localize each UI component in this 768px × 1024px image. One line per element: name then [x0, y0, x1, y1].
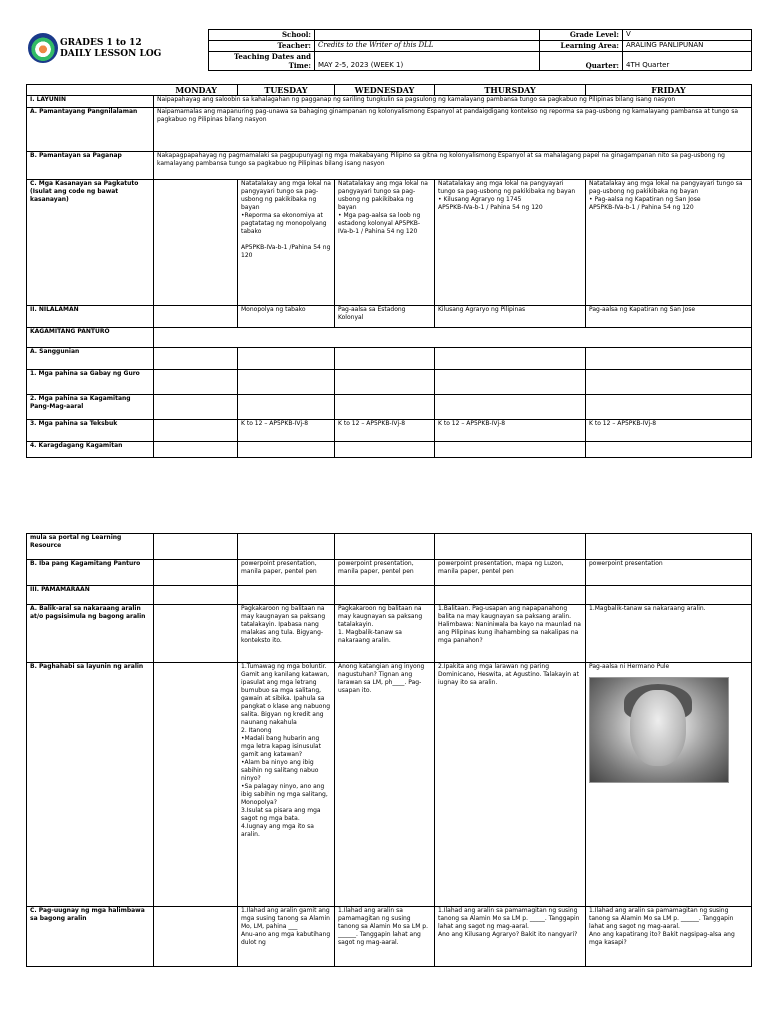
cell-text: K to 12 – AP5PKB-IVj-8: [589, 420, 657, 427]
lesson-table-part1: [26, 84, 752, 458]
table-cell: [335, 560, 435, 586]
cell-text: Anong katangian ang inyong nagustuhan? Tignan ang larawan sa LM, ph____. Pag-usapan ito.: [338, 663, 425, 694]
grade-value: V: [623, 30, 752, 41]
hermano-pule-portrait-image: [589, 677, 729, 783]
table-cell: [435, 180, 586, 306]
table-row: [27, 108, 752, 152]
logo-line2: DAILY LESSON LOG: [60, 49, 162, 59]
table-row: [27, 663, 752, 907]
table-row: [27, 180, 752, 306]
table-row: [27, 96, 752, 108]
row-span-cell: [154, 328, 752, 348]
day-header-friday: FRIDAY: [586, 85, 752, 96]
cell-text: powerpoint presentation, mapa ng Luzon, manila paper, pentel pen: [438, 560, 564, 575]
row-span-cell: Nakapagpapahayag ng pagmamalaki sa pagpupunyagi ng mga makabayang Pilipino sa gitna ng kolonyalismong Espanyol at sa mahalagang papel na ginagampanan nito sa pag-usbong ng kamalayang pambansa tungo sa pagkabuo ng Pilipinas bilang isang nasyon: [154, 152, 752, 180]
table-cell: [586, 306, 752, 328]
cell-text: Natatalakay ang mga lokal na pangyayari tungo sa pag-usbong ng pakikibaka ng bayan • Mga pag-aalsa sa loob ng estadong kolonyal AP5PKB-IVa-b-1 / Pahina 54 ng 120: [338, 180, 428, 235]
table-cell: [238, 395, 335, 420]
row-label: 2. Mga pahina sa Kagamitang Pang-Mag-aaral: [27, 395, 154, 420]
cell-text: powerpoint presentation: [589, 560, 663, 567]
table-row: [27, 370, 752, 395]
day-header-wednesday: WEDNESDAY: [335, 85, 435, 96]
table-cell: [154, 560, 238, 586]
table-cell: [238, 605, 335, 663]
row-label: III. PAMAMARAAN: [27, 586, 154, 605]
row-span-cell: Naipamamalas ang mapanuring pag-unawa sa bahaging ginampanan ng kolonyalismong Espanyol at pandaigdigang kontekso ng reporma sa pag-usbong ng kamalayang pambansa at tungo sa pagkabuo ng Pilipinas bilang nasyon: [154, 108, 752, 152]
table-cell: [154, 442, 238, 458]
table-cell: [335, 605, 435, 663]
deped-seal-icon: [28, 33, 58, 63]
cell-text: Pag-aalsa sa Estadong Kolonyal: [338, 306, 406, 321]
cell-text: K to 12 – AP5PKB-IVj-8: [438, 420, 506, 427]
cell-text: Pag-aalsa ni Hermano Pule: [589, 663, 670, 670]
row-label: KAGAMITANG PANTURO: [27, 328, 154, 348]
table-cell: [154, 534, 238, 560]
row-span-cell: Naipapahayag ang saloobin sa kahalagahan ng pagganap ng sariling tungkulin sa pagsulong ng kamalayang pambansa tungo sa pagkabuo ng Pilipinas bilang isang nasyon: [154, 96, 752, 108]
cell-text: Kilusang Agraryo ng Pilipinas: [438, 306, 526, 313]
cell-text: Pagkakaroon ng balitaan na may kaugnayan sa paksang tatalakayin. 1. Magbalik-tanaw sa nakaraang aralin.: [338, 605, 423, 644]
cell-text: Pagkakaroon ng balitaan na may kaugnayan sa paksang tatalakayin. Ipabasa nang malakas ang tula. Bigyang-konteksto ito.: [241, 605, 326, 644]
row-label: 3. Mga pahina sa Teksbuk: [27, 420, 154, 442]
school-value: [315, 30, 540, 41]
table-row: [27, 586, 752, 605]
table-cell: [154, 907, 238, 967]
table-cell: [335, 442, 435, 458]
dates-label: [209, 52, 315, 71]
dates-label-line2: Time:: [288, 61, 311, 70]
area-label: Learning Area:: [540, 41, 623, 52]
table-cell: [435, 586, 586, 605]
row-label: I. LAYUNIN: [27, 96, 154, 108]
day-header-tuesday: TUESDAY: [238, 85, 335, 96]
cell-text: 2.Ipakita ang mga larawan ng paring Dominicano, Heswita, at Agustino. Talakayin at iugnay ito sa aralin.: [438, 663, 579, 686]
row-label: 4. Karagdagang Kagamitan: [27, 442, 154, 458]
table-row: [27, 395, 752, 420]
table-cell: [238, 180, 335, 306]
table-row: [27, 560, 752, 586]
row-label: II. NILALAMAN: [27, 306, 154, 328]
area-value: ARALING PANLIPUNAN: [623, 41, 752, 52]
cell-text: 1.Ilahad ang aralin gamit ang mga susing tanong sa Alamin Mo, LM, pahina ___ Anu-ano ang mga kabutihang dulot ng: [241, 907, 331, 946]
table-cell: [335, 663, 435, 907]
table-cell: [335, 534, 435, 560]
logo-line1: GRADES 1 to 12: [60, 38, 142, 48]
day-header-row: [27, 85, 752, 96]
table-cell: [435, 395, 586, 420]
table-cell: [154, 348, 238, 370]
table-cell: [238, 420, 335, 442]
table-cell: [586, 370, 752, 395]
cell-text: 1.Magbalik-tanaw sa nakaraang aralin.: [589, 605, 706, 612]
table-cell: [335, 370, 435, 395]
row-label: B. Iba pang Kagamitang Panturo: [27, 560, 154, 586]
table-cell: [586, 534, 752, 560]
table-cell: [586, 907, 752, 967]
table-row: [27, 306, 752, 328]
row-label: mula sa portal ng Learning Resource: [27, 534, 154, 560]
quarter-value: 4TH Quarter: [623, 52, 752, 71]
cell-text: Natatalakay ang mga lokal na pangyayari tungo sa pag-usbong ng pakikibaka ng bayan •Reporma sa ekonomiya at pagtatatag ng monopolyang tabako AP5PKB-IVa-b-1 /Pahina 54 ng 120: [241, 180, 331, 259]
table-cell: [435, 534, 586, 560]
header-info-table: [208, 29, 752, 71]
table-cell: [238, 370, 335, 395]
table-cell: [586, 420, 752, 442]
table-cell: [586, 395, 752, 420]
table-cell: [335, 306, 435, 328]
table-row: [27, 534, 752, 560]
dates-label-line1: Teaching Dates and: [233, 52, 311, 61]
table-cell: [154, 395, 238, 420]
table-cell: [154, 180, 238, 306]
table-cell: [238, 306, 335, 328]
table-row: [27, 348, 752, 370]
row-label: C. Pag-uugnay ng mga halimbawa sa bagong aralin: [27, 907, 154, 967]
table-cell: [586, 605, 752, 663]
table-cell: [238, 560, 335, 586]
row-label: C. Mga Kasanayan sa Pagkatuto (Isulat ang code ng bawat kasanayan): [27, 180, 154, 306]
table-cell: [335, 907, 435, 967]
table-row: [27, 152, 752, 180]
table-cell: [154, 605, 238, 663]
table-cell: [335, 180, 435, 306]
cell-text: 1.Balitaan. Pag-usapan ang napapanahong balita na may kaugnayan sa paksang aralin. Halimbawa: Naniniwala ba kayo na maunlad na ang Pilipinas kung ihahambing sa nakalipas na mga panahon?: [438, 605, 581, 644]
table-cell: [238, 663, 335, 907]
table-cell: [335, 586, 435, 605]
cell-text: Pag-aalsa ng Kapatiran ng San Jose: [589, 306, 696, 313]
table-cell: [586, 442, 752, 458]
table-cell: [435, 370, 586, 395]
table-cell: [435, 442, 586, 458]
table-cell: [154, 663, 238, 907]
logo-title: [60, 38, 161, 60]
table-row: [27, 605, 752, 663]
quarter-label: Quarter:: [540, 52, 623, 71]
teacher-label: Teacher:: [209, 41, 315, 52]
table-cell: [154, 306, 238, 328]
cell-text: powerpoint presentation, manila paper, pentel pen: [338, 560, 414, 575]
table-cell: [238, 586, 335, 605]
table-row: [27, 907, 752, 967]
table-cell: [586, 348, 752, 370]
row-label: B. Paghahabi sa layunin ng aralin: [27, 663, 154, 907]
cell-text: powerpoint presentation, manila paper, pentel pen: [241, 560, 317, 575]
table-cell: [586, 663, 752, 907]
table-cell: [586, 560, 752, 586]
cell-text: K to 12 – AP5PKB-IVj-8: [241, 420, 309, 427]
table-cell: [335, 395, 435, 420]
grade-label: Grade Level:: [540, 30, 623, 41]
table-cell: [586, 586, 752, 605]
cell-text: 1.Ilahad ang aralin sa pamamagitan ng susing tanong sa Alamin Mo sa LM p. ______. Tanggapin lahat ang sagot ng mag-aaral. Ano ang kapatirang ito? Bakit nagsipag-alsa ang mga kasapi?: [589, 907, 735, 946]
dates-value: MAY 2-5, 2023 (WEEK 1): [315, 52, 540, 71]
day-header-thursday: THURSDAY: [435, 85, 586, 96]
table-row: [27, 442, 752, 458]
row-label: A. Sanggunian: [27, 348, 154, 370]
table-cell: [238, 442, 335, 458]
table-cell: [238, 348, 335, 370]
row-label: A. Pamantayang Pangnilalaman: [27, 108, 154, 152]
table-cell: [435, 348, 586, 370]
table-cell: [586, 180, 752, 306]
row-label: B. Pamantayan sa Paganap: [27, 152, 154, 180]
table-cell: [435, 605, 586, 663]
table-row: [27, 420, 752, 442]
table-cell: [154, 586, 238, 605]
table-cell: [238, 534, 335, 560]
row-label: A. Balik-aral sa nakaraang aralin at/o pagsisimula ng bagong aralin: [27, 605, 154, 663]
table-cell: [435, 420, 586, 442]
cell-text: 1.Ilahad ang aralin sa pamamagitan ng susing tanong sa Alamin Mo sa LM p. _____. Tanggapin lahat ang sagot ng mag-aaral. Ano ang Kilusang Agraryo? Bakit ito nangyari?: [438, 907, 580, 938]
table-cell: [435, 907, 586, 967]
table-cell: [435, 306, 586, 328]
teacher-value: Credits to the Writer of this DLL: [315, 41, 540, 52]
table-row: [27, 328, 752, 348]
table-cell: [238, 907, 335, 967]
table-cell: [335, 348, 435, 370]
day-header-monday: MONDAY: [27, 85, 238, 96]
cell-text: 1.Ilahad ang aralin sa pamamagitan ng susing tanong sa Alamin Mo sa LM p. ______. Tanggapin lahat ang sagot ng mag-aaral.: [338, 907, 429, 946]
lesson-table-part2: [26, 533, 752, 967]
cell-text: Natatalakay ang mga lokal na pangyayari tungo sa pag-usbong ng pakikibaka ng bayan • Kilusang Agraryo ng 1745 AP5PKB-IVa-b-1 / Pahina 54 ng 120: [438, 180, 576, 211]
cell-text: Monopolya ng tabako: [241, 306, 306, 313]
table-cell: [154, 370, 238, 395]
table-cell: [335, 420, 435, 442]
school-label: School:: [209, 30, 315, 41]
cell-text: K to 12 – AP5PKB-IVj-8: [338, 420, 406, 427]
table-cell: [154, 420, 238, 442]
table-cell: [435, 663, 586, 907]
cell-text: Natatalakay ang mga lokal na pangyayari tungo sa pag-usbong ng pakikibaka ng bayan • Pag-aalsa ng Kapatiran ng San Jose AP5PKB-IVa-b-1 / Pahina 54 ng 120: [589, 180, 743, 211]
table-cell: [435, 560, 586, 586]
row-label: 1. Mga pahina sa Gabay ng Guro: [27, 370, 154, 395]
cell-text: 1.Tumawag ng mga boluntir. Gamit ang kanilang katawan, ipasulat ang mga letrang bumubuo sa mga salitang, gawain at sibika. Ipahula sa pangkat o klase ang nabuong salita. Bigyan ng kredit ang naunang nakahula 2. Itanong •Madali bang hubarin ang mga letra kapag isinusulat gamit ang katawan? •Alam ba ninyo ang ibig sabihin ng salitang nabuo ninyo? •Sa palagay ninyo, ano ang ibig sabihin ng mga salitang, Monopolya? 3.Isulat sa pisara ang mga sagot ng mga bata. 4.Iugnay ang mga ito sa aralin.: [241, 663, 331, 838]
